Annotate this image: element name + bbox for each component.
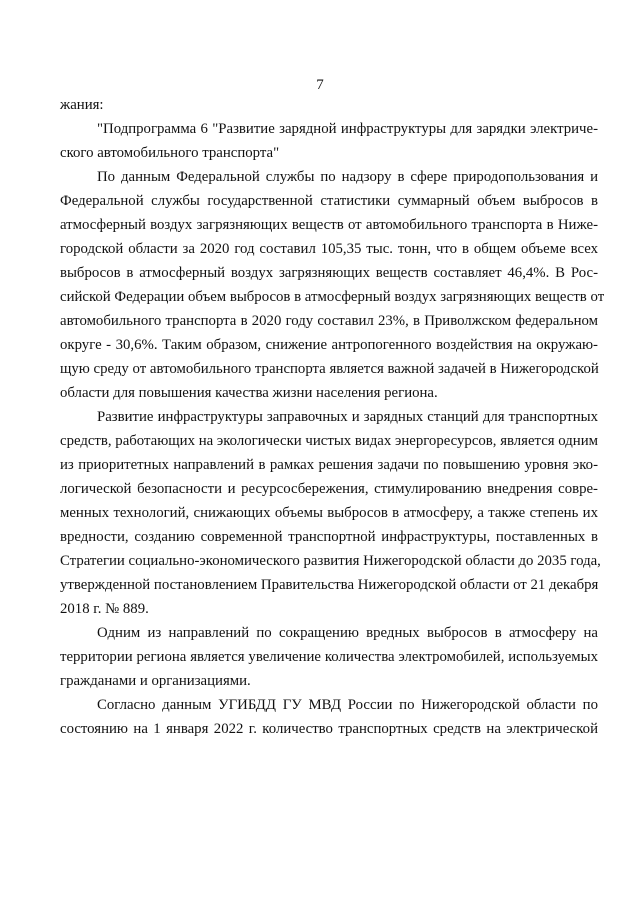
text-line: атмосферный воздух загрязняющих веществ от автомобильного транспорта в Ниже- xyxy=(60,217,598,233)
paragraph-traffic-police-data xyxy=(60,693,598,741)
text-line: логической безопасности и ресурсосбережения, стимулированию внедрения совре- xyxy=(60,481,598,497)
text-line: менных технологий, снижающих объемы выбросов в атмосферу, а также степень их xyxy=(60,505,598,521)
text-line: щую среду от автомобильного транспорта является важной задачей в Нижегородской xyxy=(60,361,599,377)
text-line: жания: xyxy=(60,97,104,113)
text-line: ского автомобильного транспорта" xyxy=(60,145,280,161)
text-line: гражданами и организациями. xyxy=(60,673,251,689)
text-line: из приоритетных направлений в рамках решения задачи по повышению уровня эко- xyxy=(60,457,598,473)
text-line: утвержденной постановлением Правительства Нижегородской области от 21 декабря xyxy=(60,577,599,593)
text-line: Развитие инфраструктуры заправочных и зарядных станций для транспортных xyxy=(97,409,598,425)
text-line: 2018 г. № 889. xyxy=(60,601,149,617)
text-line: Одним из направлений по сокращению вредных выбросов в атмосферу на xyxy=(97,625,598,641)
paragraph-infrastructure-development xyxy=(60,405,601,621)
text-line: вредности, созданию современной транспортной инфраструктуры, поставленных в xyxy=(60,529,598,545)
text-line: "Подпрограмма 6 "Развитие зарядной инфраструктуры для зарядки электриче- xyxy=(97,121,598,137)
text-line: средств, работающих на экологически чистых видах энергоресурсов, является одним xyxy=(60,433,598,449)
text-line: Федеральной службы государственной статистики суммарный объем выбросов в xyxy=(60,193,598,209)
text-line: выбросов в атмосферный воздух загрязняющих веществ составляет 46,4%. В Рос- xyxy=(60,265,598,281)
page-number: 7 xyxy=(316,77,324,93)
text-line: автомобильного транспорта в 2020 году составил 23%, в Приволжском федеральном xyxy=(60,313,598,329)
text-line: состоянию на 1 января 2022 г. количество транспортных средств на электрической xyxy=(60,721,598,737)
text-line: Согласно данным УГИБДД ГУ МВД России по Нижегородской области по xyxy=(97,697,598,713)
text-line: области для повышения качества жизни населения региона. xyxy=(60,385,438,401)
text-line: территории региона является увеличение количества электромобилей, используемых xyxy=(60,649,598,665)
paragraph-continuation xyxy=(60,93,598,117)
paragraph-electric-vehicles xyxy=(60,621,598,693)
text-line: округе - 30,6%. Таким образом, снижение антропогенного воздействия на окружаю- xyxy=(60,337,598,353)
paragraph-emissions-data xyxy=(60,165,605,405)
text-line: По данным Федеральной службы по надзору в сфере природопользования и xyxy=(97,169,598,185)
text-line: Стратегии социально-экономического развития Нижегородской области до 2035 года, xyxy=(60,553,601,569)
paragraph-subprogram-title xyxy=(60,117,598,165)
text-line: сийской Федерации объем выбросов в атмосферный воздух загрязняющих веществ от xyxy=(60,289,605,305)
document-body xyxy=(60,93,605,741)
text-line: городской области за 2020 год составил 105,35 тыс. тонн, что в общем объеме всех xyxy=(60,241,598,257)
